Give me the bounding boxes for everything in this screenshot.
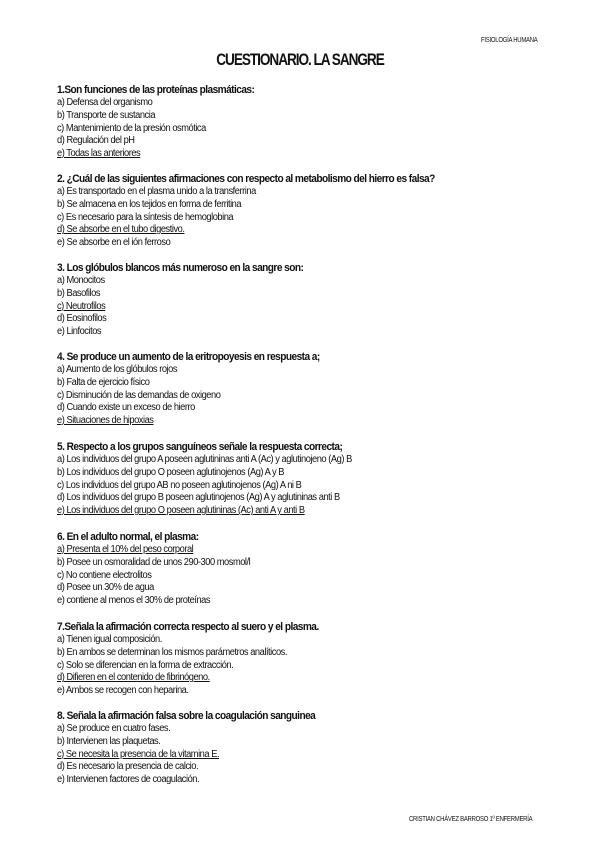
question-heading: 3. Los glóbulos blancos más numeroso en la sangre son: [57, 262, 304, 274]
question-5 [57, 441, 557, 518]
answer-option-correct [57, 224, 522, 237]
option-text: a) Presenta el 10% del peso corporal [57, 544, 194, 555]
page-header: FISIOLOGÍA HUMANA [481, 37, 538, 44]
question-heading: 2. ¿Cuál de las siguientes afirmaciones con respecto al metabolismo del hierro es falsa? [57, 173, 435, 185]
answer-option [57, 723, 522, 736]
answer-option [57, 402, 522, 415]
option-text: b) Los individuos del grupo O poseen aglutinojenos (Ag) A y B [57, 466, 285, 478]
option-text: d) Los individuos del grupo B poseen aglutinojenos (Ag) A y aglutininas anti B [57, 492, 340, 504]
answer-option [57, 454, 522, 467]
question-4 [57, 351, 557, 428]
answer-option [57, 774, 522, 787]
option-text: c) No contiene electrolitos [57, 569, 152, 581]
question-heading: 8. Señala la afirmación falsa sobre la coagulación sanguinea [57, 710, 316, 722]
question-2 [57, 173, 557, 250]
answer-option [57, 595, 522, 608]
answer-option [57, 326, 522, 339]
answer-option-correct [57, 505, 522, 518]
answer-option [57, 647, 522, 660]
option-text: b) Posee un osmoralidad de unos 290-300 mosmol/l [57, 556, 251, 568]
option-text: d) Es necesario la presencia de calcio. [57, 761, 199, 773]
option-text: b) Transporte de sustancia [57, 109, 156, 121]
option-text: d) Se absorbe en el tubo digestivo. [57, 224, 185, 236]
option-text: c) Solo se diferencian en la forma de extracción. [57, 659, 234, 671]
page-title: CUESTIONARIO. LA SANGRE [216, 50, 384, 69]
option-text: e) Todas las anteriores [57, 148, 141, 159]
option-text: e) Se absorbe en el ión ferroso [57, 237, 171, 248]
answer-option [57, 570, 522, 583]
answer-option [57, 582, 522, 595]
answer-option [57, 557, 522, 570]
answer-option [57, 313, 522, 326]
option-text: b) Basofilos [57, 287, 101, 299]
answer-option [57, 660, 522, 673]
answer-option [57, 186, 522, 199]
answer-option [57, 288, 522, 301]
option-text: e) Ambos se recogen con heparina. [57, 685, 189, 696]
option-text: c) Mantenimiento de la presión osmótica [57, 122, 206, 134]
answer-option [57, 275, 522, 288]
answer-option [57, 237, 522, 250]
option-text: a) Aumento de los glóbulos rojos [57, 364, 178, 375]
option-text: b) Falta de ejercicio físico [57, 376, 150, 388]
option-text: e) Linfocitos [57, 326, 102, 337]
question-heading: 7.Señala la afirmación correcta respecto al suero y el plasma. [57, 621, 319, 633]
option-text: a) Los individuos del grupo A poseen aglutininas anti A (Ac) y aglutinojeno (Ag) B [57, 454, 352, 465]
option-text: c) Se necesita la presencia de la vitamina E. [57, 748, 220, 760]
answer-option [57, 685, 522, 698]
option-text: a) Monocitos [57, 275, 105, 286]
answer-option [57, 377, 522, 390]
option-text: a) Se produce en cuatro fases. [57, 723, 171, 734]
answer-option [57, 97, 522, 110]
option-text: a) Tienen igual composición. [57, 634, 162, 645]
answer-option-correct [57, 544, 522, 557]
question-heading: 6. En el adulto normal, el plasma: [57, 531, 199, 543]
option-text: d) Posee un 30% de agua [57, 582, 154, 594]
answer-option-correct [57, 749, 522, 762]
answer-option [57, 199, 522, 212]
answer-option [57, 110, 522, 123]
option-text: e) Situaciones de hipoxias [57, 415, 154, 426]
option-text: e) Los individuos del grupo O poseen aglutininas (Ac) anti A y anti B [57, 505, 305, 516]
option-text: c) Es necesario para la síntesis de hemoglobina [57, 211, 234, 223]
option-text: d) Eosinofilos [57, 313, 107, 325]
answer-option [57, 634, 522, 647]
question-heading: 5. Respecto a los grupos sanguíneos señale la respuesta correcta; [57, 441, 343, 453]
answer-option-correct [57, 415, 522, 428]
question-1 [57, 84, 557, 161]
option-text: d) Cuando existe un exceso de hierro [57, 402, 195, 414]
option-text: b) Intervienen las plaquetas. [57, 735, 161, 747]
option-text: c) Disminución de las demandas de oxigeno [57, 389, 221, 401]
option-text: b) En ambos se determinan los mismos parámetros analíticos. [57, 646, 287, 658]
option-text: d) Difieren en el contenido de fibrinógeno. [57, 672, 210, 684]
answer-option [57, 480, 522, 493]
answer-option [57, 467, 522, 480]
answer-option-correct [57, 672, 522, 685]
option-text: b) Se almacena en los tejidos en forma de ferritina [57, 198, 242, 210]
option-text: c) Neutrofilos [57, 300, 106, 312]
answer-option-correct [57, 301, 522, 314]
answer-option [57, 390, 522, 403]
option-text: a) Es transportado en el plasma unido a la transferrina [57, 186, 256, 197]
option-text: a) Defensa del organismo [57, 97, 153, 108]
answer-option [57, 212, 522, 225]
question-7 [57, 621, 557, 698]
question-6 [57, 531, 557, 608]
answer-option-correct [57, 148, 522, 161]
question-3 [57, 262, 557, 339]
question-heading: 1.Son funciones de las proteínas plasmáticas: [57, 84, 255, 96]
option-text: e) contiene al menos el 30% de proteínas [57, 595, 211, 606]
page-footer: CRISTIAN CHÁVEZ BARROSO 1º ENFERMERÍA [409, 816, 533, 823]
answer-option [57, 736, 522, 749]
option-text: d) Regulación del pH [57, 135, 135, 147]
answer-option [57, 123, 522, 136]
question-8 [57, 710, 557, 787]
answer-option [57, 492, 522, 505]
option-text: e) Intervienen factores de coagulación. [57, 774, 200, 785]
answer-option [57, 364, 522, 377]
answer-option [57, 135, 522, 148]
answer-option [57, 761, 522, 774]
question-heading: 4. Se produce un aumento de la eritropoyesis en respuesta a; [57, 351, 320, 363]
option-text: c) Los individuos del grupo AB no poseen aglutinojenos (Ag) A ni B [57, 479, 302, 491]
